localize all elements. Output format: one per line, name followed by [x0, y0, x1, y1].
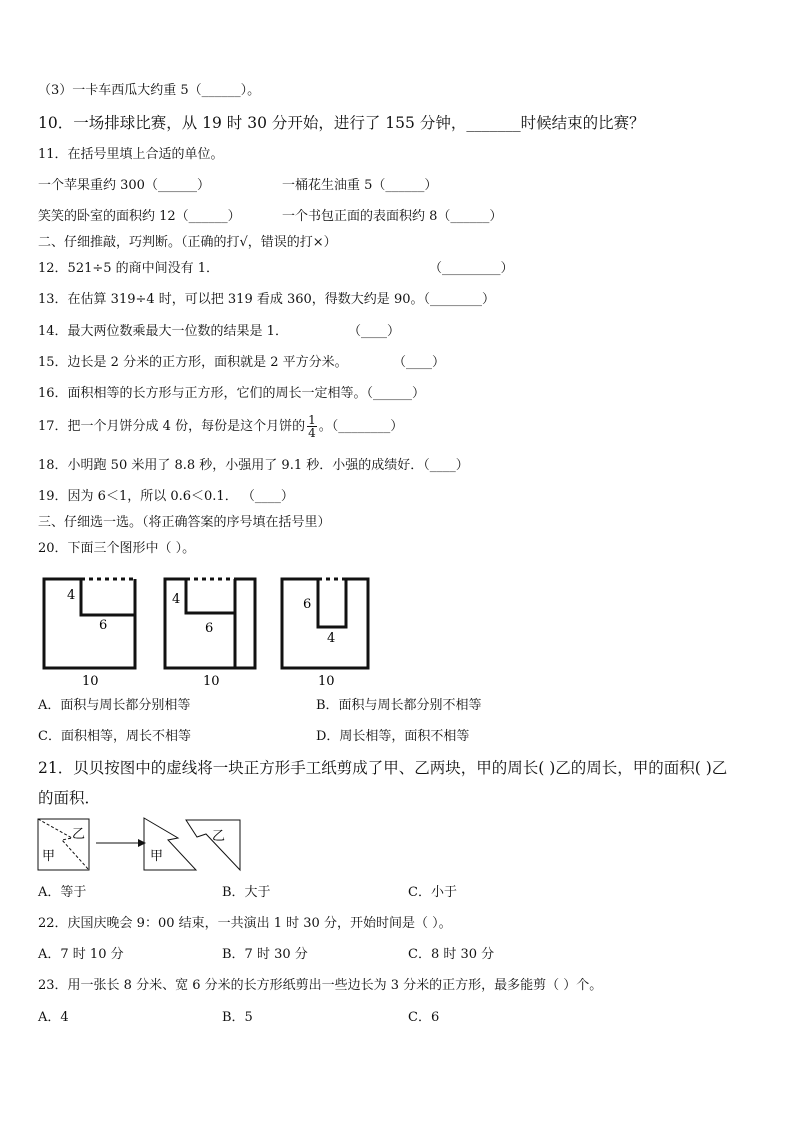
piece-jia	[144, 818, 196, 870]
question-11-stem: 11．在括号里填上合适的单位。	[38, 147, 224, 162]
figure-2-inner-label: 6	[205, 621, 214, 636]
section-3-heading: 三、仔细选一选。（将正确答案的序号填在括号里）	[38, 515, 331, 530]
question-11-item-4: 一个书包正面的表面积约 8（______）	[282, 209, 503, 224]
figure-1-outline	[44, 579, 135, 668]
figure-3-side-label: 6	[303, 597, 312, 612]
label-yi: 乙	[72, 827, 86, 842]
question-17-text: 17．把一个月饼分成 4 份，每份是这个月饼的	[38, 419, 306, 434]
piece-yi-label: 乙	[212, 829, 226, 844]
question-23-option-a: A．4	[38, 1010, 69, 1025]
question-16	[38, 385, 425, 403]
piece-yi-outline	[186, 820, 240, 870]
question-13	[38, 291, 495, 309]
figure-1-side-label: 4	[67, 588, 76, 603]
fraction-denominator: 4	[308, 426, 316, 440]
piece-yi	[186, 820, 240, 870]
question-14-blank: （____）	[348, 324, 401, 339]
question-20-stem: 20．下面三个图形中（ ）。	[38, 541, 196, 556]
question-22-option-c: C．8 时 30 分	[408, 947, 495, 962]
question-21-line-1: 21．贝贝按图中的虚线将一块正方形手工纸剪成了甲、乙两块，甲的周长( )乙的周长，甲的面积( )乙	[38, 759, 728, 777]
question-13-blank: （________）	[423, 292, 495, 307]
figure-3-bottom-label: 10	[318, 674, 335, 689]
square-paper	[38, 819, 89, 870]
question-10: 10．一场排球比赛，从 19 时 30 分开始，进行了 155 分钟，_______时候结束的比赛？	[38, 114, 645, 132]
question-9-3: （3）一卡车西瓜大约重 5（______）。	[38, 83, 261, 98]
question-21-line-2: 的面积．	[38, 789, 101, 807]
question-12-blank: （_________）	[429, 261, 514, 276]
question-20-option-c: C．面积相等，周长不相等	[38, 729, 191, 744]
figure-1-inner-label: 6	[99, 618, 108, 633]
question-22-stem: 22．庆国庆晚会 9：00 结束，一共演出 1 时 30 分，开始时间是（ ）。	[38, 916, 452, 931]
question-21-option-b: B．大于	[222, 885, 271, 900]
question-17	[38, 412, 403, 442]
figure-3-inner-label: 4	[327, 631, 336, 646]
fraction-one-quarter	[307, 414, 317, 439]
question-12: 12．521÷5 的商中间没有 1．	[38, 261, 220, 276]
piece-jia-label: 甲	[150, 849, 164, 864]
question-16-blank: （______）	[366, 386, 426, 401]
arrow-head	[138, 839, 146, 847]
question-23-option-c: C．6	[408, 1010, 440, 1025]
question-11-item-3: 笑笑的卧室的面积约 12（______）	[38, 209, 241, 224]
question-21-option-a: A．等于	[38, 885, 87, 900]
question-11-item-2: 一桶花生油重 5（______）	[282, 178, 438, 193]
figure-2-side-label: 4	[172, 592, 181, 607]
question-20-option-a: A．面积与周长都分别相等	[38, 698, 191, 713]
section-2-heading: 二、仔细推敲，巧判断。（正确的打√，错误的打×）	[38, 235, 337, 250]
question-20-figures	[0, 570, 420, 692]
question-22-option-a: A．7 时 10 分	[38, 947, 124, 962]
question-20-option-d: D．周长相等，面积不相等	[316, 729, 470, 744]
label-jia: 甲	[42, 849, 56, 864]
question-18: 18．小明跑 50 米用了 8.8 秒，小强用了 9.1 秒．小强的成绩好．（____）	[38, 458, 469, 473]
question-13-text: 13．在估算 319÷4 时，可以把 319 看成 360，得数大约是 90。	[38, 292, 424, 307]
question-16-text: 16．面积相等的长方形与正方形，它们的周长一定相等。	[38, 386, 367, 401]
fraction-numerator: 1	[308, 413, 316, 427]
figure-2-bottom-label: 10	[203, 674, 220, 689]
question-14: 14．最大两位数乘最大一位数的结果是 1．	[38, 324, 288, 339]
question-23-stem: 23．用一张长 8 分米、宽 6 分米的长方形纸剪出一些边长为 3 分米的正方形，最多能剪（ ）个。	[38, 978, 603, 993]
question-17-blank: 。（________）	[318, 419, 404, 434]
question-22-option-b: B．7 时 30 分	[222, 947, 308, 962]
question-23-option-b: B．5	[222, 1010, 253, 1025]
figure-3-outline	[282, 579, 368, 668]
question-15-blank: （____）	[393, 355, 446, 370]
figure-1	[44, 579, 135, 689]
question-20-option-b: B．面积与周长都分别不相等	[316, 698, 482, 713]
figure-1-bottom-label: 10	[82, 674, 99, 689]
question-11-item-1: 一个苹果重约 300（______）	[38, 178, 210, 193]
question-21-figure	[0, 810, 260, 880]
figure-2-right-wall	[235, 579, 255, 668]
figure-2	[165, 579, 255, 689]
question-15: 15．边长是 2 分米的正方形，面积就是 2 平方分米。	[38, 355, 348, 370]
question-21-option-c: C．小于	[408, 885, 457, 900]
figure-3	[282, 579, 368, 689]
question-19: 19．因为 6＜1，所以 0.6＜0.1． （____）	[38, 489, 294, 504]
